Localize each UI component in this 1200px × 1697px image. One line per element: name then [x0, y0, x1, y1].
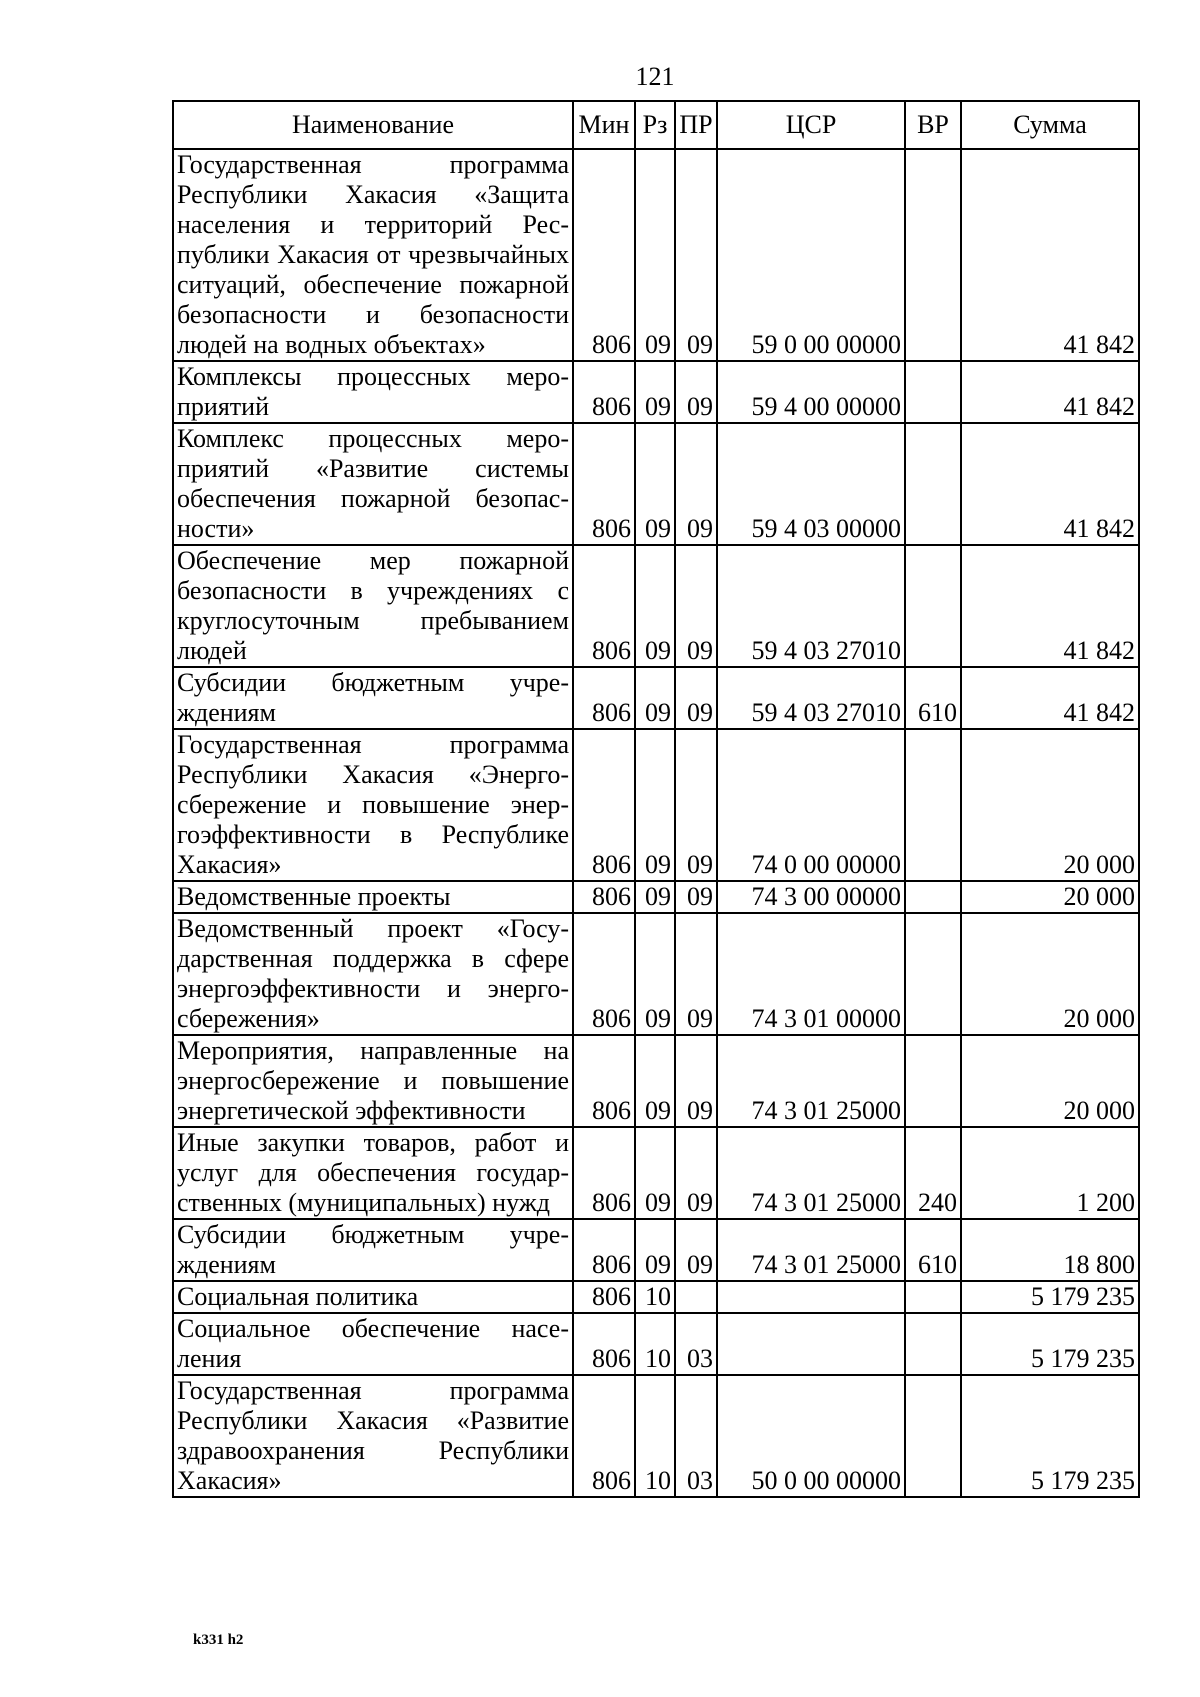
- table-body: [173, 149, 1139, 1497]
- cell-rz: 09: [635, 545, 675, 667]
- cell-vr: [905, 149, 961, 361]
- cell-min: 806: [573, 729, 635, 881]
- cell-pr: 09: [675, 1127, 717, 1219]
- cell-pr: 09: [675, 1035, 717, 1127]
- header-min: Мин: [573, 101, 635, 149]
- cell-min: 806: [573, 1375, 635, 1497]
- cell-sum: 41 842: [961, 149, 1139, 361]
- cell-name: Государственная программа Республики Хакасия «Защита населения и территорий Республики Хакасия от чрезвычайных ситуаций, обеспечение пожарной безопасности и безопасности людей на водных объектах»: [173, 149, 573, 361]
- cell-sum: 18 800: [961, 1219, 1139, 1281]
- cell-csr: [717, 1281, 905, 1313]
- table-row: [173, 1313, 1139, 1375]
- cell-min: 806: [573, 361, 635, 423]
- cell-rz: 09: [635, 1219, 675, 1281]
- cell-pr: 09: [675, 545, 717, 667]
- table-row: [173, 1281, 1139, 1313]
- cell-pr: 09: [675, 881, 717, 913]
- cell-csr: 59 4 00 00000: [717, 361, 905, 423]
- cell-min: 806: [573, 667, 635, 729]
- cell-rz: 09: [635, 913, 675, 1035]
- cell-pr: 09: [675, 1219, 717, 1281]
- table-row: [173, 1035, 1139, 1127]
- cell-csr: 59 4 03 27010: [717, 545, 905, 667]
- header-sum: Сумма: [961, 101, 1139, 149]
- cell-vr: [905, 423, 961, 545]
- cell-sum: 41 842: [961, 545, 1139, 667]
- cell-csr: 74 3 01 25000: [717, 1219, 905, 1281]
- cell-csr: 74 3 00 00000: [717, 881, 905, 913]
- header-csr: ЦСР: [717, 101, 905, 149]
- cell-name: Государственная программа Республики Хакасия «Энергосбережение и повышение энергоэффективности в Республике Хакасия»: [173, 729, 573, 881]
- cell-csr: 74 3 01 00000: [717, 913, 905, 1035]
- cell-rz: 09: [635, 361, 675, 423]
- cell-pr: 09: [675, 667, 717, 729]
- cell-pr: [675, 1281, 717, 1313]
- cell-vr: 240: [905, 1127, 961, 1219]
- cell-min: 806: [573, 1219, 635, 1281]
- table-row: [173, 149, 1139, 361]
- cell-vr: [905, 881, 961, 913]
- cell-min: 806: [573, 1127, 635, 1219]
- cell-rz: 09: [635, 729, 675, 881]
- cell-name: Иные закупки товаров, работ и услуг для обеспечения государственных (муниципальных) нужд: [173, 1127, 573, 1219]
- cell-rz: 10: [635, 1281, 675, 1313]
- cell-vr: 610: [905, 1219, 961, 1281]
- header-rz: Рз: [635, 101, 675, 149]
- budget-table: [172, 100, 1140, 1498]
- table-row: [173, 1219, 1139, 1281]
- cell-csr: 50 0 00 00000: [717, 1375, 905, 1497]
- cell-rz: 09: [635, 881, 675, 913]
- cell-sum: 5 179 235: [961, 1313, 1139, 1375]
- cell-csr: 74 0 00 00000: [717, 729, 905, 881]
- header-pr: ПР: [675, 101, 717, 149]
- table-row: [173, 545, 1139, 667]
- table-row: [173, 667, 1139, 729]
- table-row: [173, 913, 1139, 1035]
- footer-code: k331 h2: [193, 1632, 244, 1648]
- cell-name: Ведомственный проект «Государственная поддержка в сфере энергоэффективности и энергосбережения»: [173, 913, 573, 1035]
- cell-csr: [717, 1313, 905, 1375]
- cell-name: Государственная программа Республики Хакасия «Развитие здравоохранения Республики Хакасия»: [173, 1375, 573, 1497]
- header-vr: ВР: [905, 101, 961, 149]
- cell-pr: 09: [675, 149, 717, 361]
- cell-min: 806: [573, 913, 635, 1035]
- cell-sum: 20 000: [961, 1035, 1139, 1127]
- table-row: [173, 729, 1139, 881]
- cell-name: Субсидии бюджетным учреждениям: [173, 667, 573, 729]
- cell-sum: 20 000: [961, 881, 1139, 913]
- cell-pr: 03: [675, 1313, 717, 1375]
- table-row: [173, 361, 1139, 423]
- cell-pr: 09: [675, 361, 717, 423]
- cell-min: 806: [573, 1035, 635, 1127]
- table-row: [173, 1127, 1139, 1219]
- cell-rz: 09: [635, 667, 675, 729]
- cell-vr: [905, 1281, 961, 1313]
- cell-sum: 5 179 235: [961, 1375, 1139, 1497]
- cell-pr: 09: [675, 913, 717, 1035]
- cell-vr: [905, 913, 961, 1035]
- cell-csr: 59 4 03 27010: [717, 667, 905, 729]
- table-header-row: [173, 101, 1139, 149]
- cell-pr: 09: [675, 423, 717, 545]
- cell-name: Субсидии бюджетным учреждениям: [173, 1219, 573, 1281]
- cell-pr: 03: [675, 1375, 717, 1497]
- cell-name: Социальное обеспечение населения: [173, 1313, 573, 1375]
- cell-min: 806: [573, 423, 635, 545]
- cell-sum: 41 842: [961, 361, 1139, 423]
- cell-rz: 09: [635, 1127, 675, 1219]
- table-row: [173, 423, 1139, 545]
- cell-name: Обеспечение мер пожарной безопасности в учреждениях с круглосуточным пребыванием людей: [173, 545, 573, 667]
- cell-name: Комплексы процессных мероприятий: [173, 361, 573, 423]
- cell-rz: 10: [635, 1375, 675, 1497]
- cell-min: 806: [573, 881, 635, 913]
- cell-sum: 1 200: [961, 1127, 1139, 1219]
- cell-min: 806: [573, 149, 635, 361]
- cell-vr: [905, 361, 961, 423]
- cell-sum: 5 179 235: [961, 1281, 1139, 1313]
- cell-name: Мероприятия, направленные на энергосбережение и повышение энергетической эффективности: [173, 1035, 573, 1127]
- cell-min: 806: [573, 1313, 635, 1375]
- cell-rz: 09: [635, 149, 675, 361]
- cell-csr: 74 3 01 25000: [717, 1127, 905, 1219]
- cell-name: Ведомственные проекты: [173, 881, 573, 913]
- page-number: 121: [635, 62, 675, 91]
- cell-sum: 41 842: [961, 667, 1139, 729]
- cell-vr: 610: [905, 667, 961, 729]
- cell-csr: 59 4 03 00000: [717, 423, 905, 545]
- cell-min: 806: [573, 1281, 635, 1313]
- table-row: [173, 881, 1139, 913]
- cell-vr: [905, 1375, 961, 1497]
- header-name: Наименование: [173, 101, 573, 149]
- cell-vr: [905, 729, 961, 881]
- cell-pr: 09: [675, 729, 717, 881]
- cell-min: 806: [573, 545, 635, 667]
- cell-name: Социальная политика: [173, 1281, 573, 1313]
- cell-csr: 74 3 01 25000: [717, 1035, 905, 1127]
- cell-rz: 10: [635, 1313, 675, 1375]
- cell-sum: 41 842: [961, 423, 1139, 545]
- cell-rz: 09: [635, 423, 675, 545]
- cell-sum: 20 000: [961, 729, 1139, 881]
- cell-csr: 59 0 00 00000: [717, 149, 905, 361]
- cell-vr: [905, 1035, 961, 1127]
- table-row: [173, 1375, 1139, 1497]
- cell-vr: [905, 1313, 961, 1375]
- cell-vr: [905, 545, 961, 667]
- cell-name: Комплекс процессных мероприятий «Развитие системы обеспечения пожарной безопасности»: [173, 423, 573, 545]
- cell-sum: 20 000: [961, 913, 1139, 1035]
- cell-rz: 09: [635, 1035, 675, 1127]
